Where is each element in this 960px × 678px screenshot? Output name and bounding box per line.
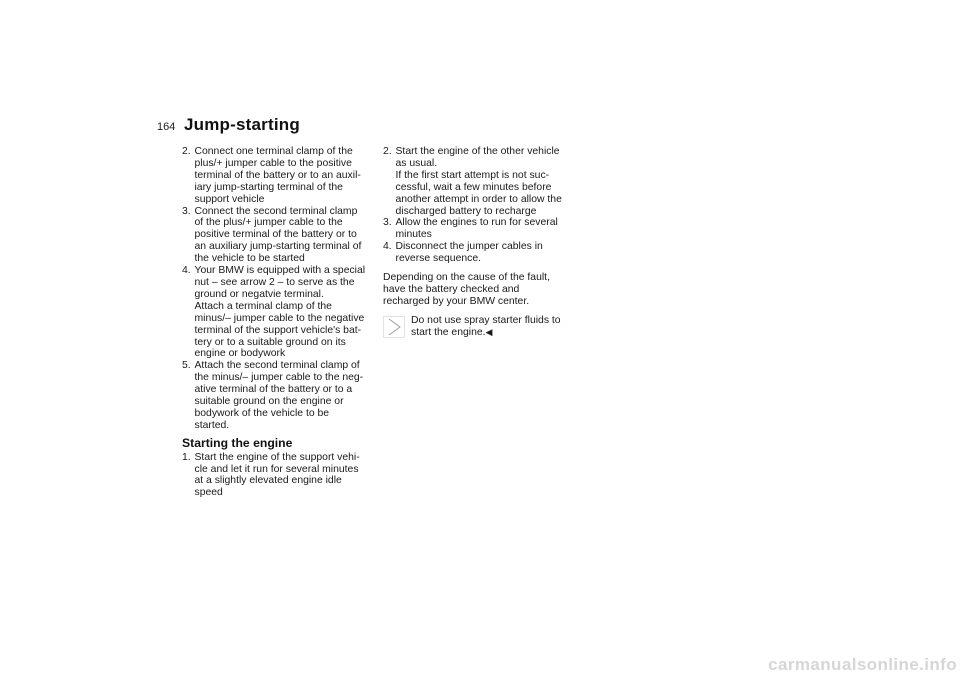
step-text: Disconnect the jumper cables in reverse sequence. [395,241,543,265]
step-text: Connect the second terminal clamp of the plus/+ jumper cable to the positive terminal of the battery or to an auxiliary jump-starting terminal of the vehicle to be started [194,205,362,265]
list-item [182,206,378,266]
list-item [182,360,378,431]
caution-note [383,315,579,339]
step-number: 1. [182,451,191,463]
step-number: 4. [383,241,392,253]
list-item [182,452,378,500]
caution-note-text [410,315,561,339]
page-title: Jump-starting [184,115,300,134]
caution-triangle-icon [383,316,405,338]
starting-steps-continued-list [383,146,579,265]
step-text: Attach the second terminal clamp of the minus/– jumper cable to the neg- ative terminal of the battery or to a suitable ground on the engine or bodywork of the vehicle to be started. [194,360,364,431]
page-number: 164 [157,121,176,133]
list-item [383,146,579,217]
step-text: Your BMW is equipped with a special nut – see arrow 2 – to serve as the ground or negatvie terminal. Attach a terminal clamp of the minus/– jumper cable to the negative terminal of the support vehicle's bat- tery or to a suitable ground on its engine or bodywork [194,265,366,360]
step-text: Start the engine of the other vehicle as usual. If the first start attempt is not suc- cessful, wait a few minutes before another attempt in order to allow the discharged battery to recharge [395,146,562,217]
end-mark-icon: ◀ [485,326,493,337]
step-text: Allow the engines to run for several minutes [395,217,558,241]
watermark: carmanualsonline.info [768,655,957,674]
starting-steps-list [182,452,378,500]
note-text: Do not use spray starter fluids to start the engine. [411,314,561,338]
step-number: 3. [383,217,392,229]
step-text: Start the engine of the support vehi- cle and let it run for several minutes at a slightly elevated engine idle speed [194,451,360,499]
battery-check-paragraph: Depending on the cause of the fault, have the battery checked and recharged by your BMW center. [383,272,550,307]
list-item [182,146,378,206]
list-item [182,265,378,360]
step-number: 2. [383,146,392,157]
section-heading: Starting the engine [182,435,293,450]
step-text: Connect one terminal clamp of the plus/+ jumper cable to the positive terminal of the battery or to an auxil- iary jump-starting terminal of the support vehicle [194,146,361,205]
step-number: 4. [182,265,191,277]
list-item [383,241,579,265]
step-number: 3. [182,205,191,217]
step-number: 2. [182,146,191,157]
connect-steps-list [182,146,378,432]
step-number: 5. [182,360,191,372]
left-column [182,146,378,499]
right-column [383,146,579,339]
list-item [383,217,579,241]
